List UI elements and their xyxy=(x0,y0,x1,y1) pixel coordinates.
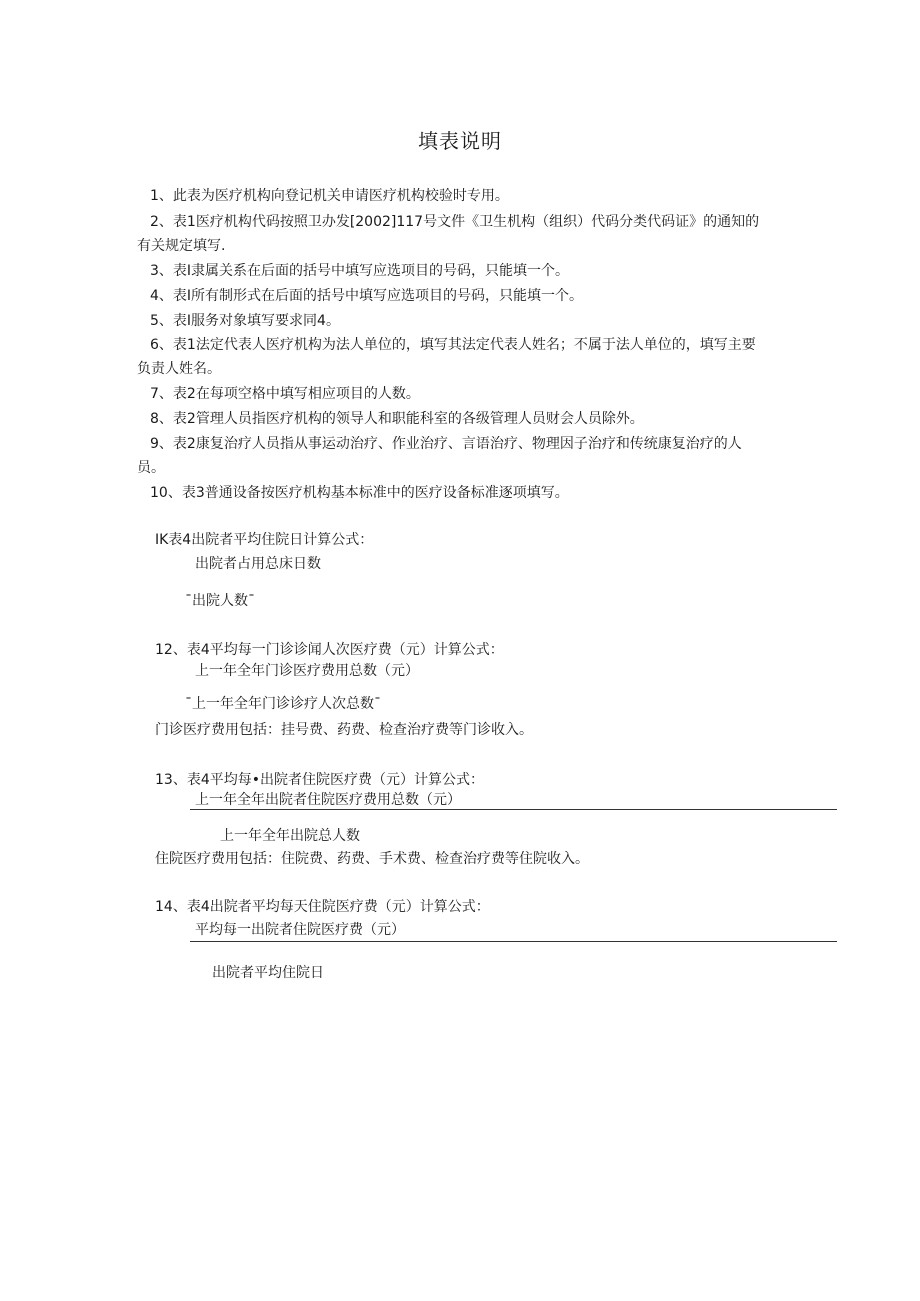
formula-13-numerator: 上一年全年出院者住院医疗费用总数（元） xyxy=(195,792,461,808)
formula-14-heading: 14、表4出院者平均每天住院医疗费（元）计算公式： xyxy=(155,899,490,915)
formula-11-denominator: ¯出院人数¯ xyxy=(185,593,255,609)
formula-12-note: 门诊医疗费用包括：挂号费、药费、检查治疗费等门诊收入。 xyxy=(155,722,533,738)
instruction-item-10: 10、表3普通设备按医疗机构基本标准中的医疗设备标准逐项填写。 xyxy=(150,485,569,501)
formula-12-numerator: 上一年全年门诊医疗费用总数（元） xyxy=(195,663,419,679)
formula-12-denominator: ¯上一年全年门诊诊疗人次总数¯ xyxy=(185,696,381,712)
instruction-item-6-cont: 负责人姓名。 xyxy=(137,361,221,377)
instruction-item-5: 5、表I服务对象填写要求同4。 xyxy=(150,313,340,329)
formula-14-fraction-line xyxy=(190,941,837,942)
page-title: 填表说明 xyxy=(418,129,502,153)
formula-14-denominator: 出院者平均住院日 xyxy=(212,965,324,981)
formula-11-numerator: 出院者占用总床日数 xyxy=(195,556,321,572)
formula-12-heading: 12、表4平均每一门诊诊闻人次医疗费（元）计算公式： xyxy=(155,642,504,658)
formula-13-heading: 13、表4平均每•出院者住院医疗费（元）计算公式： xyxy=(155,772,484,788)
formula-13-denominator: 上一年全年出院总人数 xyxy=(220,828,360,844)
instruction-item-9-cont: 员。 xyxy=(137,460,165,476)
formula-13-note: 住院医疗费用包括：住院费、药费、手术费、检查治疗费等住院收入。 xyxy=(155,851,589,867)
instruction-item-7: 7、表2在每项空格中填写相应项目的人数。 xyxy=(150,386,420,402)
formula-11-heading: IK表4出院者平均住院日计算公式： xyxy=(155,532,374,548)
formula-13-fraction-line xyxy=(190,809,837,810)
instruction-item-2: 2、表1医疗机构代码按照卫办发[2002]117号文件《卫生机构（组织）代码分类代码证》的通知的 xyxy=(150,214,760,230)
instruction-item-3: 3、表I隶属关系在后面的括号中填写应选项目的号码，只能填一个。 xyxy=(150,263,570,279)
instruction-item-2-cont: 有关规定填写. xyxy=(137,238,226,254)
instruction-item-8: 8、表2管理人员指医疗机构的领导人和职能科室的各级管理人员财会人员除外。 xyxy=(150,411,644,427)
instruction-item-1: 1、此表为医疗机构向登记机关申请医疗机构校验时专用。 xyxy=(150,188,509,204)
instruction-item-9: 9、表2康复治疗人员指从事运动治疗、作业治疗、言语治疗、物理因子治疗和传统康复治疗的人 xyxy=(150,436,742,452)
formula-14-numerator: 平均每一出院者住院医疗费（元） xyxy=(195,922,405,938)
instruction-item-4: 4、表I所有制形式在后面的括号中填写应选项目的号码，只能填一个。 xyxy=(150,288,584,304)
instruction-item-6: 6、表1法定代表人医疗机构为法人单位的，填写其法定代表人姓名；不属于法人单位的，填写主要 xyxy=(150,337,756,353)
